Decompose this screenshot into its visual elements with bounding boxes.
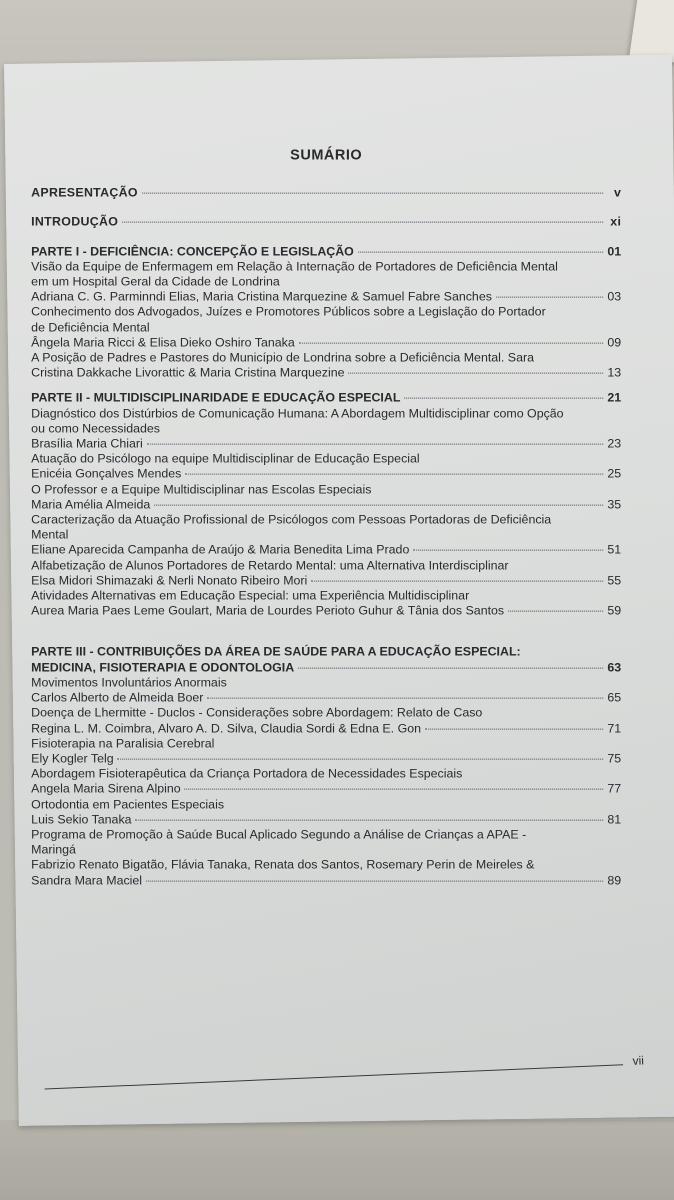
dot-leader <box>298 667 603 668</box>
page-number: 35 <box>607 497 622 512</box>
entry-title: Visão da Equipe de Enfermagem em Relação à Internação de Portadores de Deficiência Mental <box>31 259 558 274</box>
entry-authors: Angela Maria Sirena Alpino <box>31 781 181 796</box>
entry-authors-row <box>31 543 621 558</box>
entry-title: Maringá <box>31 842 76 857</box>
entry-authors: Sandra Mara Maciel <box>31 873 143 888</box>
entry-title: Fisioterapia na Paralisia Cerebral <box>31 736 215 751</box>
entry-authors-row <box>31 497 621 512</box>
entry-authors: Ely Kogler Telg <box>31 751 114 766</box>
entry-authors-row <box>31 467 621 482</box>
entry-authors-row <box>31 335 621 350</box>
dot-leader <box>508 611 603 612</box>
page-number: 23 <box>607 436 622 451</box>
toc-entry-apresentacao <box>31 186 621 201</box>
page-number: 09 <box>607 335 622 350</box>
dot-leader <box>404 398 603 399</box>
entry-authors: Adriana C. G. Parminndi Elias, Maria Cristina Marquezine & Samuel Fabre Sanches <box>31 289 492 304</box>
entry-authors: Ângela Maria Ricci & Elisa Dieko Oshiro Tanaka <box>31 335 295 350</box>
part-heading-2 <box>31 391 621 406</box>
entry-authors-row <box>31 290 621 305</box>
entry-authors-row <box>31 437 621 452</box>
part-heading-3-cont <box>31 660 621 675</box>
dot-leader <box>425 728 603 729</box>
dot-leader <box>496 297 603 298</box>
entry-authors: Maria Amélia Almeida <box>31 497 151 512</box>
part-heading-3: PARTE III - CONTRIBUIÇÕES DA ÁREA DE SAÚDE PARA A EDUCAÇÃO ESPECIAL: <box>31 645 521 660</box>
part-title: MEDICINA, FISIOTERAPIA E ODONTOLOGIA <box>31 660 295 675</box>
entry-title: A Posição de Padres e Pastores do Município de Londrina sobre a Deficiência Mental. Sara <box>31 350 534 365</box>
entry-title: Movimentos Involuntários Anormais <box>31 675 227 690</box>
entry-authors: Luis Sekio Tanaka <box>31 812 132 827</box>
entry-authors-row <box>31 574 621 589</box>
entry-authors-row <box>31 721 621 736</box>
footer-page-number: vii <box>632 1053 645 1068</box>
entry-authors: Enicéia Gonçalves Mendes <box>31 467 182 482</box>
dot-leader <box>142 193 603 194</box>
entry-authors: Aurea Maria Paes Leme Goulart, Maria de Lourdes Perioto Guhur & Tânia dos Santos <box>31 603 505 618</box>
dot-leader <box>358 251 603 252</box>
entry-authors-row <box>31 873 621 888</box>
page-number: 25 <box>607 467 622 482</box>
footer-rule <box>45 1064 623 1089</box>
page-number: 63 <box>607 660 622 675</box>
dot-leader <box>185 789 604 790</box>
page-number: 59 <box>607 603 622 618</box>
page-number: 75 <box>607 751 622 766</box>
entry-authors: Carlos Alberto de Almeida Boer <box>31 690 204 705</box>
background-bottom <box>0 1120 674 1200</box>
entry-authors-row <box>31 604 621 619</box>
entry-authors-row <box>31 812 621 827</box>
entry-authors-row <box>31 366 621 381</box>
dot-leader <box>299 342 603 343</box>
entry-authors: Cristina Dakkache Livorattic & Maria Cristina Marquezine <box>31 365 345 380</box>
entry-title: Programa de Promoção à Saúde Bucal Aplicado Segundo a Análise de Crianças a APAE - <box>31 827 527 842</box>
dot-leader <box>311 581 603 582</box>
dot-leader <box>122 222 603 223</box>
part-title: PARTE I - DEFICIÊNCIA: CONCEPÇÃO E LEGISLAÇÃO <box>31 244 354 259</box>
entry-authors: Elsa Midori Shimazaki & Nerli Nonato Ribeiro Mori <box>31 573 308 588</box>
page-number: 55 <box>607 573 622 588</box>
entry-title: Doença de Lhermitte - Duclos - Considerações sobre Abordagem: Relato de Caso <box>31 705 483 720</box>
entry-title: Atuação do Psicólogo na equipe Multidisciplinar de Educação Especial <box>31 451 420 466</box>
dot-leader <box>118 759 604 760</box>
page-title: SUMÁRIO <box>290 147 363 164</box>
entry-authors-row <box>31 752 621 767</box>
toc-entry-introducao <box>31 215 621 230</box>
dot-leader <box>413 550 603 551</box>
entry-title: Caracterização da Atuação Profissional de Psicólogos com Pessoas Portadoras de Deficiência <box>31 512 552 527</box>
entry-authors-row <box>31 782 621 797</box>
page-number: 51 <box>607 543 622 558</box>
page-number: 89 <box>607 873 622 888</box>
entry-title: Atividades Alternativas em Educação Especial: uma Experiência Multidisciplinar <box>31 588 470 603</box>
entry-title: Diagnóstico dos Distúrbios de Comunicação Humana: A Abordagem Multidisciplinar como Opção <box>31 406 564 421</box>
entry-authors: Brasília Maria Chiari <box>31 436 143 451</box>
page-number: 77 <box>607 781 622 796</box>
entry-authors: Regina L. M. Coimbra, Alvaro A. D. Silva, Claudia Sordi & Edna E. Gon <box>31 721 421 736</box>
part-heading-1 <box>31 244 621 259</box>
page-number: 03 <box>607 289 622 304</box>
entry-authors: Fabrizio Renato Bigatão, Flávia Tanaka, Renata dos Santos, Rosemary Perin de Meireles & <box>31 857 535 872</box>
dot-leader <box>207 698 603 699</box>
entry-authors-row <box>31 691 621 706</box>
part-title: PARTE II - MULTIDISCIPLINARIDADE E EDUCAÇÃO ESPECIAL <box>31 391 401 406</box>
dot-leader <box>146 880 603 881</box>
entry-title: Alfabetização de Alunos Portadores de Retardo Mental: uma Alternativa Interdisciplinar <box>31 558 509 573</box>
page-number: xi <box>610 215 622 230</box>
dot-leader <box>136 819 604 820</box>
entry-authors: Eliane Aparecida Campanha de Araújo & Maria Benedita Lima Prado <box>31 543 410 558</box>
page-number: 13 <box>607 365 622 380</box>
entry-title: em um Hospital Geral da Cidade de Londrina <box>31 274 280 289</box>
table-of-contents <box>31 149 621 889</box>
page-number: 65 <box>607 690 622 705</box>
book-page <box>4 55 674 1126</box>
page-footer <box>44 1053 644 1092</box>
dot-leader <box>154 504 603 505</box>
page-number: 01 <box>607 244 622 259</box>
entry-title: Abordagem Fisioterapêutica da Criança Portadora de Necessidades Especiais <box>31 766 463 781</box>
entry-title: Conhecimento dos Advogados, Juízes e Promotores Públicos sobre a Legislação do Portador <box>31 305 546 320</box>
entry-label: APRESENTAÇÃO <box>31 185 138 200</box>
dot-leader <box>147 444 603 445</box>
page-number: 21 <box>607 391 622 406</box>
entry-title: O Professor e a Equipe Multidisciplinar nas Escolas Especiais <box>31 482 372 497</box>
entry-title: Mental <box>31 527 69 542</box>
entry-title: Ortodontia em Pacientes Especiais <box>31 797 225 812</box>
entry-title: de Deficiência Mental <box>31 320 150 335</box>
dot-leader <box>185 474 603 475</box>
page-corner <box>629 0 674 63</box>
entry-label: INTRODUÇÃO <box>31 215 119 230</box>
page-number: v <box>613 185 622 200</box>
page-number: 71 <box>607 721 622 736</box>
entry-title: ou como Necessidades <box>31 421 160 436</box>
page-number: 81 <box>607 812 622 827</box>
dot-leader <box>349 373 604 374</box>
